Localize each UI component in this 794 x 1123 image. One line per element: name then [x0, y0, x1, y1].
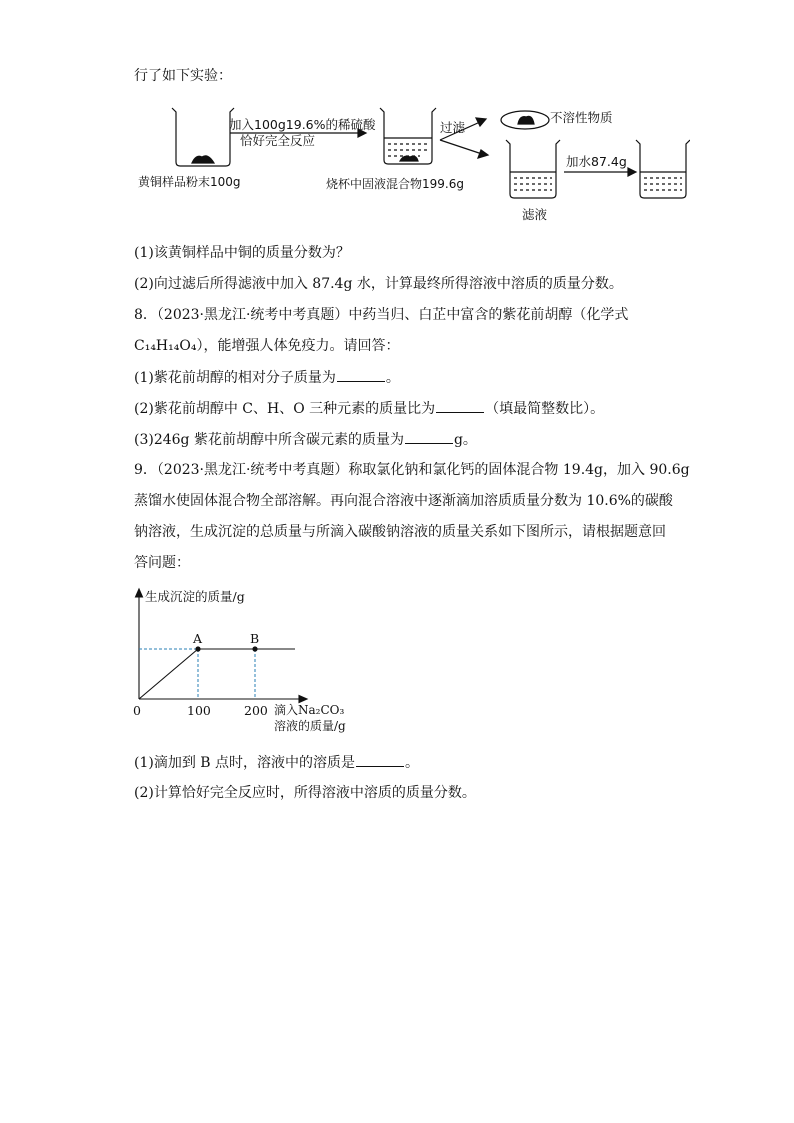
tick-label-100: 100: [187, 703, 211, 718]
x-axis-label-line2: 溶液的质量/g: [274, 719, 346, 733]
filtrate-label: 滤液: [522, 207, 548, 222]
beaker-1-label: 黄铜样品粉末100g: [138, 175, 241, 189]
q8-stem-line2: C₁₄H₁₄O₄），能增强人体免疫力。请回答：: [134, 338, 400, 354]
add-water-label: 加水87.4g: [566, 154, 627, 169]
q8-sub3: [134, 429, 477, 450]
insoluble-label: 不溶性物质: [550, 110, 613, 125]
q9-sub1: [134, 752, 419, 773]
q7-sub2: (2)向过滤后所得滤液中加入 87.4g 水，计算最终所得溶液中溶质的质量分数。: [134, 276, 623, 292]
q9-stem-line2: 蒸馏水使固体混合物全部溶解。再向混合溶液中逐渐滴加溶质质量分数为 10.6%的碳酸: [134, 493, 673, 509]
x-axis-arrow-icon: [299, 696, 307, 703]
q9-sub2: (2)计算恰好完全反应时，所得溶液中溶质的质量分数。: [134, 785, 476, 801]
intro-text: 行了如下实验：: [134, 68, 232, 84]
q7-sub1: (1)该黄铜样品中铜的质量分数为？: [134, 245, 350, 261]
q8-stem-line1: 8．（2023·黑龙江·统考中考真题）中药当归、白芷中富含的紫花前胡醇（化学式: [134, 307, 629, 323]
q8-sub2-text: (2)紫花前胡醇中 C、H、O 三种元素的质量比为: [134, 401, 436, 417]
q9-stem-line1: 9．（2023·黑龙江·统考中考真题）称取氯化钠和氯化钙的固体混合物 19.4g，加入 90.6g: [134, 462, 690, 478]
q8-sub1-text: (1)紫花前胡醇的相对分子质量为: [134, 370, 336, 386]
q9-stem-line3: 钠溶液，生成沉淀的总质量与所滴入碳酸钠溶液的质量关系如下图所示，请根据题意回: [134, 524, 666, 540]
filtrate-beaker-icon: [506, 140, 560, 198]
tick-label-200: 200: [244, 703, 268, 718]
arrow-1-bottom-label: 恰好完全反应: [240, 133, 316, 148]
q8-sub2-end: （填最简整数比）。: [485, 401, 605, 417]
experiment-diagram: [130, 100, 690, 230]
answer-blank[interactable]: [337, 367, 385, 382]
precipitate-graph: [125, 585, 365, 740]
insoluble-dish-icon: [501, 111, 549, 129]
point-a-marker: [195, 646, 200, 651]
y-axis-arrow-icon: [136, 589, 143, 597]
q8-sub2: [134, 398, 604, 419]
answer-blank[interactable]: [405, 429, 453, 444]
q9-stem-line4: 答问题：: [134, 555, 190, 571]
final-beaker-icon: [636, 140, 690, 198]
arrow-1-top-label: 加入100g19.6%的稀硫酸: [229, 117, 376, 132]
beaker-2-label: 烧杯中固液混合物199.6g: [326, 177, 464, 191]
point-b-marker: [252, 646, 257, 651]
q8-sub3-end: g。: [453, 432, 477, 448]
rising-segment: [139, 649, 198, 699]
x-axis-label-line1: 滴入Na₂CO₃: [274, 703, 345, 717]
q9-sub1-text: (1)滴加到 B 点时，溶液中的溶质是: [134, 755, 356, 771]
q8-sub3-text: (3)246g 紫花前胡醇中所含碳元素的质量为: [134, 432, 404, 448]
q8-sub1-end: 。: [385, 370, 400, 386]
point-a-label: A: [193, 631, 203, 646]
arrow-right-icon: [564, 168, 636, 176]
answer-blank[interactable]: [356, 752, 404, 767]
filter-label: 过滤: [440, 120, 466, 135]
origin-label: 0: [133, 703, 141, 718]
y-axis-label: 生成沉淀的质量/g: [145, 589, 245, 604]
beaker-1-icon: [172, 108, 234, 166]
q8-sub1: [134, 367, 400, 388]
point-b-label: B: [250, 631, 260, 646]
q9-sub1-end: 。: [405, 755, 420, 771]
answer-blank[interactable]: [436, 398, 484, 413]
beaker-2-icon: [380, 108, 436, 164]
